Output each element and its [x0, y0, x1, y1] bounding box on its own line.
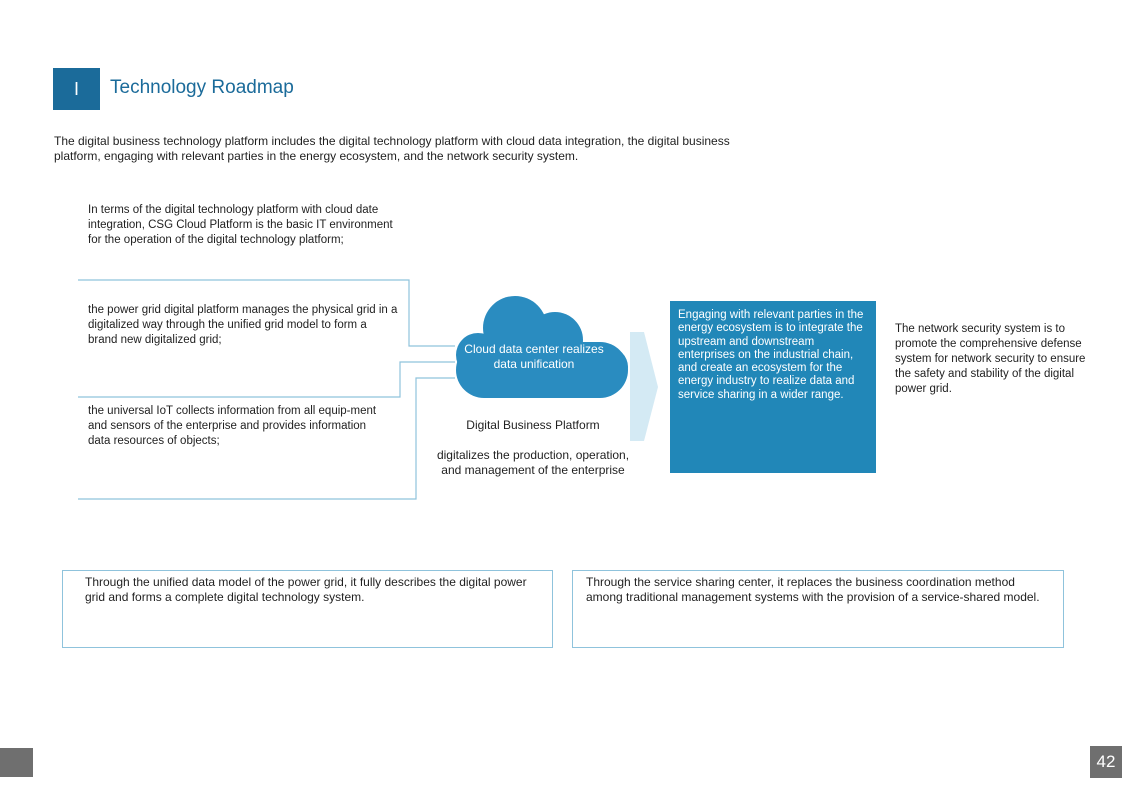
ecosystem-box: [670, 301, 876, 473]
page-title: Technology Roadmap: [110, 77, 294, 98]
security-text: The network security system is to promote the comprehensive defense system for network security to ensure the safety and stability of the digital power grid.: [895, 323, 1086, 395]
left-item-grid-digital-platform: the power grid digital platform manages the physical grid in a digitalized way through the unified grid model to form a brand new digitalized grid;: [88, 304, 398, 346]
platform-description: digitalizes the production, operation, and management of the enterprise: [436, 448, 630, 477]
cloud-label: Cloud data center realizes data unification: [464, 342, 604, 371]
connector-line-middle: [78, 362, 455, 397]
intro-paragraph: The digital business technology platform includes the digital technology platform with cloud data integration, the digital business platform, engaging with relevant parties in the energy ecosystem, and the network security system.: [54, 134, 730, 163]
left-item-universal-iot: the universal IoT collects information from all equip-ment and sensors of the enterprise and provides information data resources of objects;: [88, 405, 377, 447]
bottom-box-service-sharing: [572, 570, 1064, 648]
platform-title: Digital Business Platform: [466, 418, 600, 432]
page-number: 42: [1090, 746, 1122, 778]
bottom-box-text: Through the service sharing center, it replaces the business coordination method among traditional management systems with the provision of a service-shared model.: [586, 575, 1040, 604]
arrow-right-icon: [630, 332, 658, 441]
section-number-badge: I: [53, 68, 100, 110]
ecosystem-text: Engaging with relevant parties in the energy ecosystem is to integrate the upstream and downstream enterprises on the industrial chain, and create an ecosystem for the energy industry to realize data and service sharing in a wider range.: [678, 309, 864, 401]
bottom-box-text: Through the unified data model of the power grid, it fully describes the digital power grid and forms a complete digital technology system.: [85, 575, 527, 604]
left-item-cloud-platform: In terms of the digital technology platform with cloud date integration, CSG Cloud Platform is the basic IT environment for the operation of the digital technology platform;: [88, 204, 393, 246]
corner-decoration: [0, 748, 33, 777]
bottom-box-data-model: [62, 570, 553, 648]
